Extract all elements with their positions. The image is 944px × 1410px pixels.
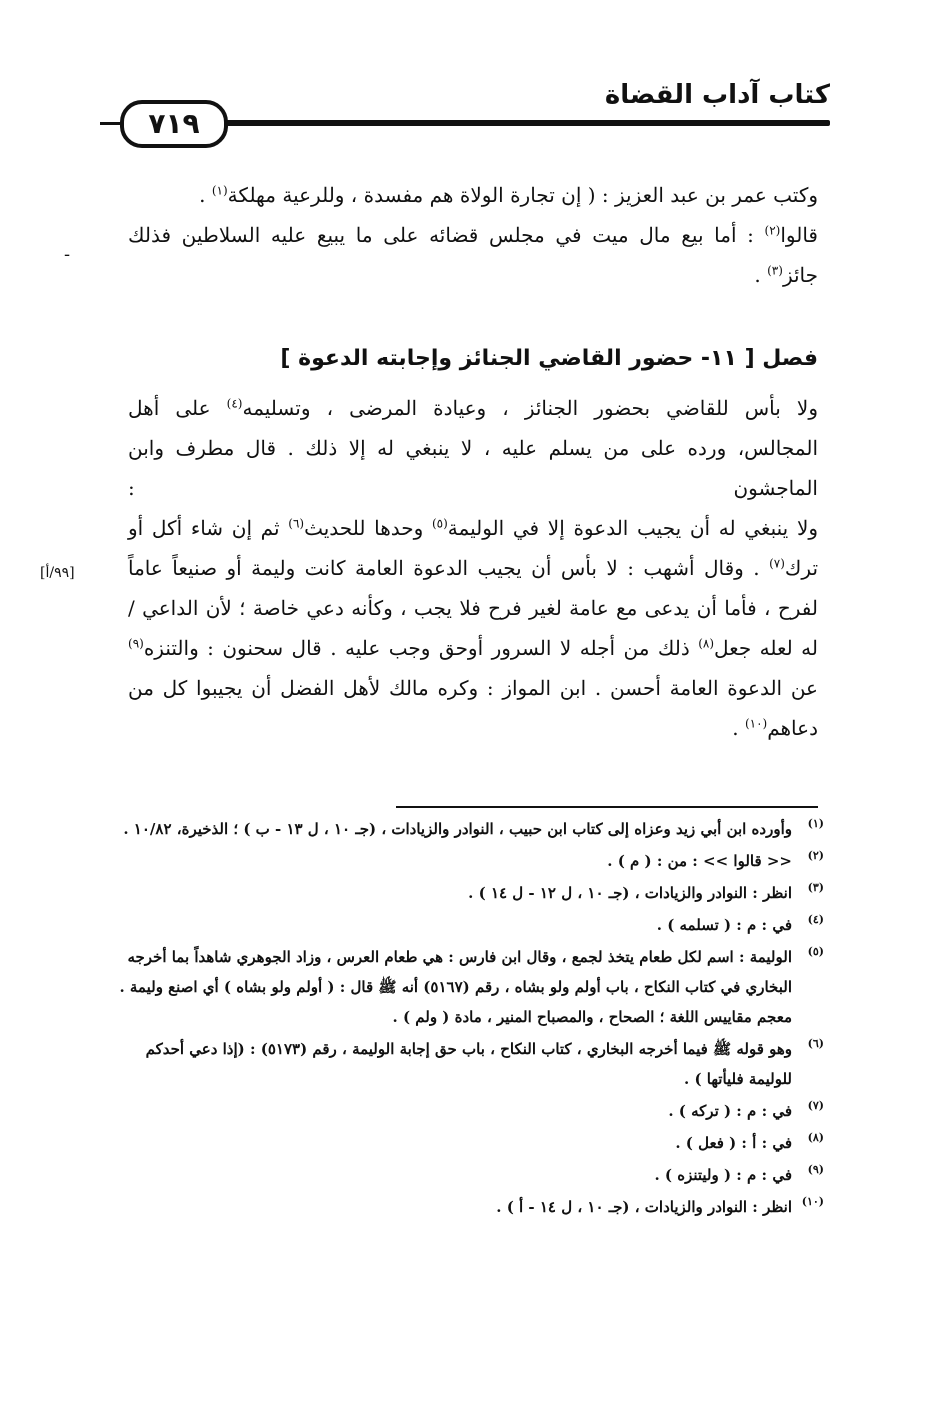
paragraph-intro — [128, 175, 818, 295]
footnote-ref: (٢) — [764, 223, 781, 238]
footnote-ref: (١) — [211, 183, 228, 198]
margin-dash: - — [64, 244, 71, 265]
text-line: ترك$^{(٧)}$ . وقال أشهب : لا بأس أن يجيب الدعوة العامة كانت وليمة أو صنيعاً عاماً — [128, 556, 819, 580]
text-line: جائز$^{(٣)}$ . — [754, 263, 818, 287]
text-line: وكتب عمر بن عبد العزيز : ( إن تجارة الولاة هم مفسدة ، وللرعية مهلكة$^{(١)}$ . — [199, 183, 818, 207]
page-header — [100, 70, 830, 140]
paragraph-section — [128, 388, 818, 748]
page-number: ٧١٩ — [120, 100, 228, 148]
header-rule — [192, 120, 830, 126]
footnote-ref: (٧) — [769, 556, 785, 571]
footnote: (٧) في : م : ( تركه ) . — [668, 1099, 824, 1120]
footnote: (٦) وهو قوله ﷺ فيما أخرجه البخاري ، كتاب النكاح ، باب حق إجابة الوليمة ، رقم (٥١٧٣) : (إذا دعي أحدكم للوليمة فليأتها ) . — [145, 1037, 824, 1088]
text-line: قالوا$^{(٢)}$ : أما بيع مال ميت في مجلس قضائه على ما يبيع عليه السلاطين فذلك — [128, 223, 818, 247]
footnote: (٥) الوليمة : اسم لكل طعام يتخذ لجمع ، وقال ابن فارس : هي طعام العرس ، وزاد الجوهري شاهداً بما أخرجه البخاري في كتاب النكاح ، باب أولم ولو بشاه ، رقم (٥١٦٧) أنه ﷺ قال : ( أولم ولو بشاه ) أي اصنع وليمة . معجم مقاييس اللغة ؛ الصحاح ، والمصباح المنير ، مادة ( ولم ) . — [119, 945, 824, 1026]
footnote-ref: (١٠) — [744, 716, 768, 731]
text-line: لفرح ، فأما أن يدعى مع عامة لغير فرح فلا يجب ، وكأنه دعي خاصة ؛ لأن الداعي / — [128, 596, 818, 620]
manuscript-folio-note: [٩٩/أ] — [40, 565, 75, 581]
text-line: ولا ينبغي له أن يجيب الدعوة إلا في الوليمة$^{(٥)}$ وحدها للحديث$^{(٦)}$ ثم إن شاء أكل أو — [128, 516, 819, 540]
footnote: (٢) << قالوا >> : من : ( م ) . — [607, 849, 824, 870]
text-line: له لعله جعل$^{(٨)}$ ذلك من أجله لا السرور أوحق وجب عليه . قال سحنون : والتنزه$^{(٩)}$ — [128, 636, 819, 660]
text-line: عن الدعوة العامة أحسن . ابن المواز : وكره مالك لأهل الفضل أن يجيبوا كل من — [128, 676, 818, 700]
text-line: المجالس، ورده على من يسلم عليه ، لا ينبغي له إلا ذلك . قال مطرف وابن الماجشون : — [128, 436, 818, 500]
footnote-ref: (٩) — [128, 636, 144, 651]
book-title: كتاب آداب القضاة — [604, 80, 830, 110]
footnote-ref: (٥) — [431, 516, 448, 531]
footnote-ref: (٦) — [288, 516, 305, 531]
footnote: (٩) في : م : ( وليتنزه ) . — [654, 1163, 824, 1184]
footnote: (١) وأورده ابن أبي زيد وعزاه إلى كتاب ابن حبيب ، النوادر والزيادات ، (جـ ١٠ ، ل ١٣ - ب ) ؛ الذخيرة، ١٠/٨٢ . — [123, 817, 824, 838]
footnote: (١٠) انظر : النوادر والزيادات ، (جـ ١٠ ، ل ١٤ - أ ) . — [496, 1195, 824, 1216]
text-line: ولا بأس للقاضي بحضور الجنائز ، وعيادة المرضى ، وتسليمه$^{(٤)}$ على أهل — [128, 396, 818, 420]
footnote-ref: (٤) — [226, 396, 243, 411]
footnote: (٨) في : أ : ( فعل ) . — [675, 1131, 824, 1152]
footnote-ref: (٣) — [767, 263, 783, 278]
footnote: (٤) في : م : ( تسلمه ) . — [656, 913, 824, 934]
footnote-ref: (٨) — [698, 636, 715, 651]
footnotes — [104, 814, 824, 1224]
footnote-separator — [396, 806, 818, 808]
text-line: دعاهم$^{(١٠)}$ . — [732, 716, 818, 740]
footnote: (٣) انظر : النوادر والزيادات ، (جـ ١٠ ، ل ١٢ - ل ١٤ ) . — [468, 881, 824, 902]
section-heading: فصل [ ١١- حضور القاضي الجنائز وإجابته الدعوة ] — [280, 346, 818, 371]
